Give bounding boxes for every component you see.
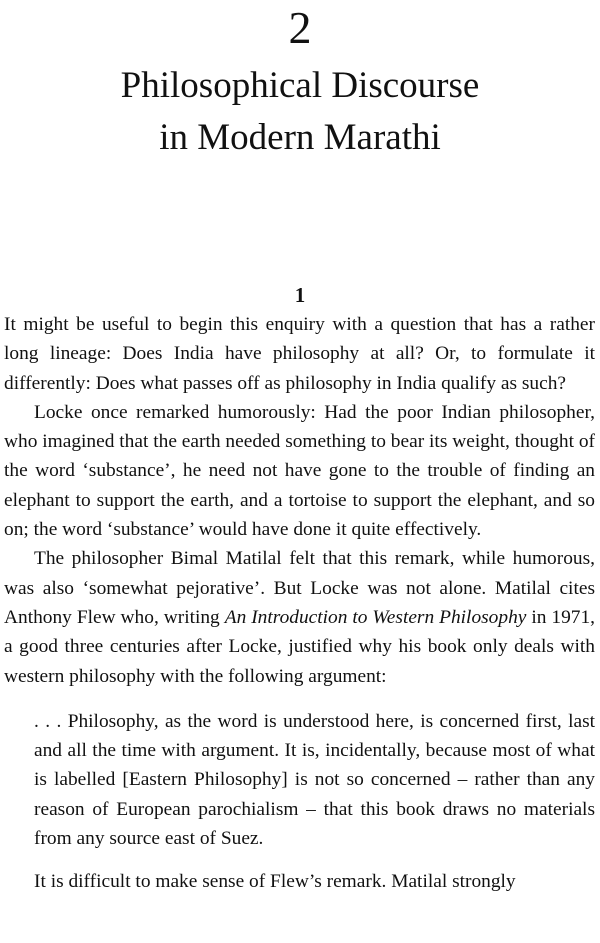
chapter-number: 2: [288, 2, 312, 53]
chapter-title: [0, 60, 600, 164]
paragraph-3-text-after: in 1971, a good three centuries after Locke, justified why his book only deals with western philosophy with the following argument:: [4, 606, 596, 687]
paragraph-3: [4, 544, 595, 690]
block-quote-text: . . . Philosophy, as the word is understood here, is concerned first, last and all the time with argument. It is, incidentally, because most of what is labelled [Eastern Philosophy] is not so concerned – rather than any reason of European parochialism – that this book draws no materials from any source east of Suez.: [34, 710, 595, 850]
paragraph-4: It is difficult to make sense of Flew’s remark. Matilal strongly: [34, 871, 516, 893]
book-title-italic: An Introduction to Western Philosophy: [224, 606, 527, 628]
section-number: 1: [294, 283, 306, 307]
paragraph-2: Locke once remarked humorously: Had the poor Indian philosopher, who imagined that the earth needed something to bear its weight, thought of the word ‘substance’, he need not have gone to the trouble of finding an elephant to support the earth, and a tortoise to support the elephant, and so on; the word ‘substance’ would have done it quite effectively.: [4, 401, 595, 541]
block-quote: [34, 707, 595, 853]
chapter-title-line-1: Philosophical Discourse: [120, 65, 480, 106]
body-text: [4, 310, 595, 897]
paragraph-3-text-before: The philosopher Bimal Matilal felt that this remark, while humorous, was also ‘somewhat pejorative’. But Locke was not alone. Matilal cites Anthony Flew who, writing: [4, 548, 595, 628]
chapter-title-line-2: in Modern Marathi: [159, 117, 441, 158]
paragraph-1: It might be useful to begin this enquiry with a question that has a rather long lineage: Does India have philosophy at all? Or, to formulate it differently: Does what passes off as philosophy in India qualify as such?: [4, 314, 595, 394]
